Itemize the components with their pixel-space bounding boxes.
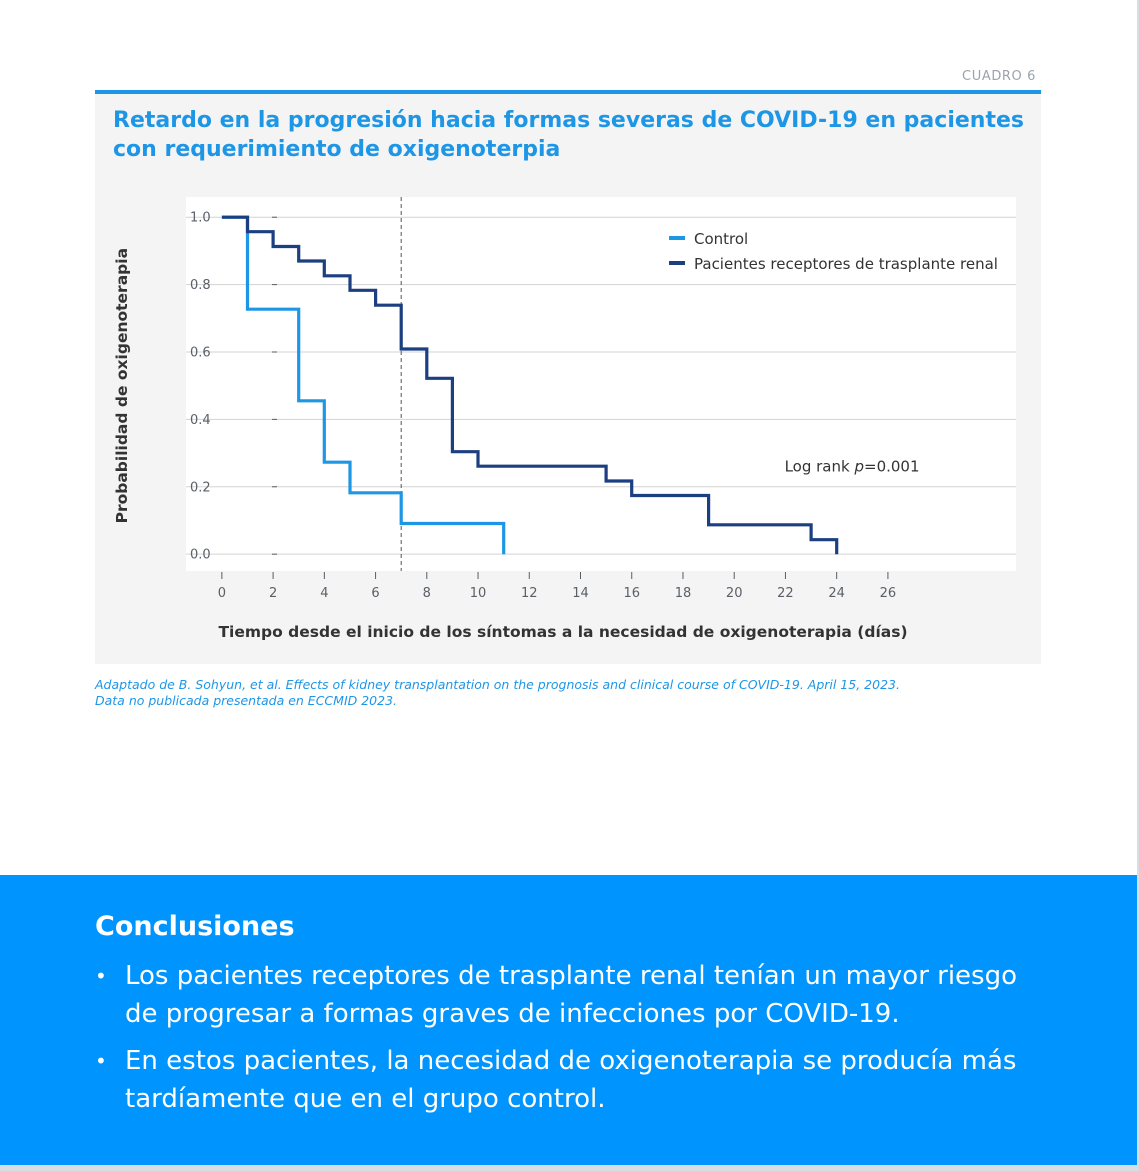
x-tick-label: 20	[725, 586, 743, 601]
conclusions-section	[0, 875, 1137, 1165]
legend-label: Control	[694, 230, 749, 248]
conclusion-item	[95, 1042, 1045, 1118]
plot-area	[186, 197, 1016, 571]
x-tick-label: 16	[623, 586, 641, 601]
x-axis-label: Tiempo desde el inicio de los síntomas a la necesidad de oxigenoterapia (días)	[218, 623, 908, 641]
x-tick-label: 24	[828, 586, 845, 601]
x-tick-label: 22	[777, 586, 794, 601]
x-tick-label: 2	[268, 586, 278, 601]
legend-label: Pacientes receptores de trasplante renal	[694, 255, 998, 273]
log-rank-annotation	[785, 458, 920, 476]
y-tick-label: 0.4	[190, 412, 211, 428]
x-tick-label: 14	[572, 586, 589, 601]
y-tick-label: 0.8	[190, 278, 211, 294]
bullet-dot: •	[95, 964, 107, 988]
x-tick-label: 18	[674, 586, 692, 601]
x-tick-label: 12	[520, 586, 538, 601]
source-caption	[95, 677, 900, 709]
conclusion-item	[95, 957, 1045, 1033]
annotation-value: =0.001	[864, 457, 920, 476]
x-tick-label: 0	[217, 586, 227, 601]
conclusion-text: Los pacientes receptores de trasplante renal tenían un mayor riesgo de progresar a formas graves de infecciones por COVID-19.	[125, 961, 1018, 1029]
annotation-p: p	[854, 457, 865, 476]
y-tick-label: 0.0	[190, 547, 211, 563]
chart-panel	[95, 90, 1041, 664]
conclusion-text: En estos pacientes, la necesidad de oxigenoterapia se producía más tardíamente que en el grupo control.	[125, 1046, 1017, 1114]
y-tick-label: 1.0	[190, 210, 211, 226]
x-tick-label: 10	[469, 586, 487, 601]
caption-line-1: Adaptado de B. Sohyun, et al. Effects of kidney transplantation on the prognosis and clinical course of COVID-19. April 15, 2023.	[95, 677, 900, 692]
km-chart	[95, 94, 1037, 664]
x-tick-label: 8	[422, 586, 431, 601]
x-tick-label: 4	[320, 586, 329, 601]
conclusions-title: Conclusiones	[95, 911, 295, 942]
caption-line-2: Data no publicada presentada en ECCMID 2023.	[95, 693, 398, 708]
chart-title: Retardo en la progresión hacia formas severas de COVID-19 en pacientes con requerimiento de oxigenoterpia	[113, 108, 1024, 162]
page-border-bottom	[0, 1165, 1139, 1171]
x-tick-label: 26	[879, 586, 897, 601]
x-tick-label: 6	[371, 586, 380, 601]
y-axis-label: Probabilidad de oxigenoterapia	[113, 247, 131, 524]
y-tick-label: 0.6	[190, 345, 211, 361]
bullet-dot: •	[95, 1049, 107, 1073]
annotation-prefix: Log rank	[784, 457, 855, 476]
figure-label: CUADRO 6	[962, 69, 1036, 84]
conclusions-list	[95, 957, 1045, 1127]
y-tick-label: 0.2	[190, 480, 211, 496]
